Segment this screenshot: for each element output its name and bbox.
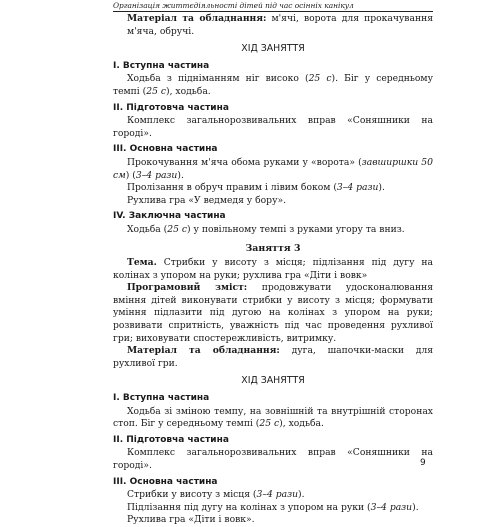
page-content xyxy=(113,13,433,527)
part1-text-2: Ходьба зі зміною темпу, на зовнішній та внутрішній сторонах стоп. Біг у середньому темпі (25 с), ходьба. xyxy=(113,405,433,430)
part2-heading-2: II. Підготовча частина xyxy=(113,434,229,445)
lesson3-program: Програмовий зміст: продовжувати удосконалювання вміння дітей виконувати стрибки у висоту з місця; формувати уміння підлазити під дугою на колінах з упором на руки; розвивати спритність, уважність під час проведення рухливої гри; виховувати спостережливість, витримку. xyxy=(113,282,433,344)
part4-heading-1: IV. Заключна частина xyxy=(113,211,226,222)
part3-line2-1: Пролізання в обруч правим і лівим боком (3–4 рази). xyxy=(127,182,385,194)
part3-line1-2: Стрибки у висоту з місця (3–4 рази). xyxy=(127,489,305,501)
part2-heading-1: II. Підготовча частина xyxy=(113,102,229,113)
page-number: 9 xyxy=(420,458,426,468)
lesson3-materials: Матеріал та обладнання: дуга, шапочки-маски для рухливої гри. xyxy=(113,345,433,369)
part1-heading-1: I. Вступна частина xyxy=(113,60,210,71)
header-rule xyxy=(113,11,433,12)
part1-text-1: Ходьба з підніманням ніг високо (25 с). Біг у середньому темпі (25 с), ходьба. xyxy=(113,73,433,97)
materials-label: Матеріал та обладнання: xyxy=(127,13,267,24)
part2-text-2: Комплекс загальнорозвивальних вправ «Соняшники на городі». xyxy=(113,447,433,471)
part3-line2-2: Підлізання під дугу на колінах з упором на руки (3–4 рази). xyxy=(127,501,419,513)
part3-heading-1: III. Основна частина xyxy=(113,144,218,155)
part3-heading-2: III. Основна частина xyxy=(113,476,218,487)
materials-line xyxy=(113,13,433,38)
materials-text: м'ячі, ворота для прокачування м'яча, обручі. xyxy=(127,13,433,37)
part2-text-1: Комплекс загальнорозвивальних вправ «Соняшники на городі». xyxy=(113,115,433,139)
lesson3-title: Заняття 3 xyxy=(245,242,301,254)
part4-text-1: Ходьба (25 с) у повільному темпі з руками угору та вниз. xyxy=(127,223,405,235)
part3-line3-2: Рухлива гра «Діти і вовк». xyxy=(127,514,255,526)
part3-line1-1: Прокочування м'яча обома руками у «ворота» (завширшки 50 см) (3–4 рази). xyxy=(113,156,433,181)
course-heading-1: ХІД ЗАНЯТТЯ xyxy=(241,43,305,55)
part1-heading-2: I. Вступна частина xyxy=(113,393,210,404)
part3-line3-1: Рухлива гра «У ведмедя у бору». xyxy=(127,194,287,206)
course-heading-2: ХІД ЗАНЯТТЯ xyxy=(241,375,305,387)
lesson3-theme: Тема. Стрибки у висоту з місця; підлізання під дугу на колінах з упором на руки; рухлива гра «Діти і вовк» xyxy=(113,257,433,281)
running-header: Організація життєдіяльності дітей під час осінніх канікул xyxy=(113,1,354,10)
